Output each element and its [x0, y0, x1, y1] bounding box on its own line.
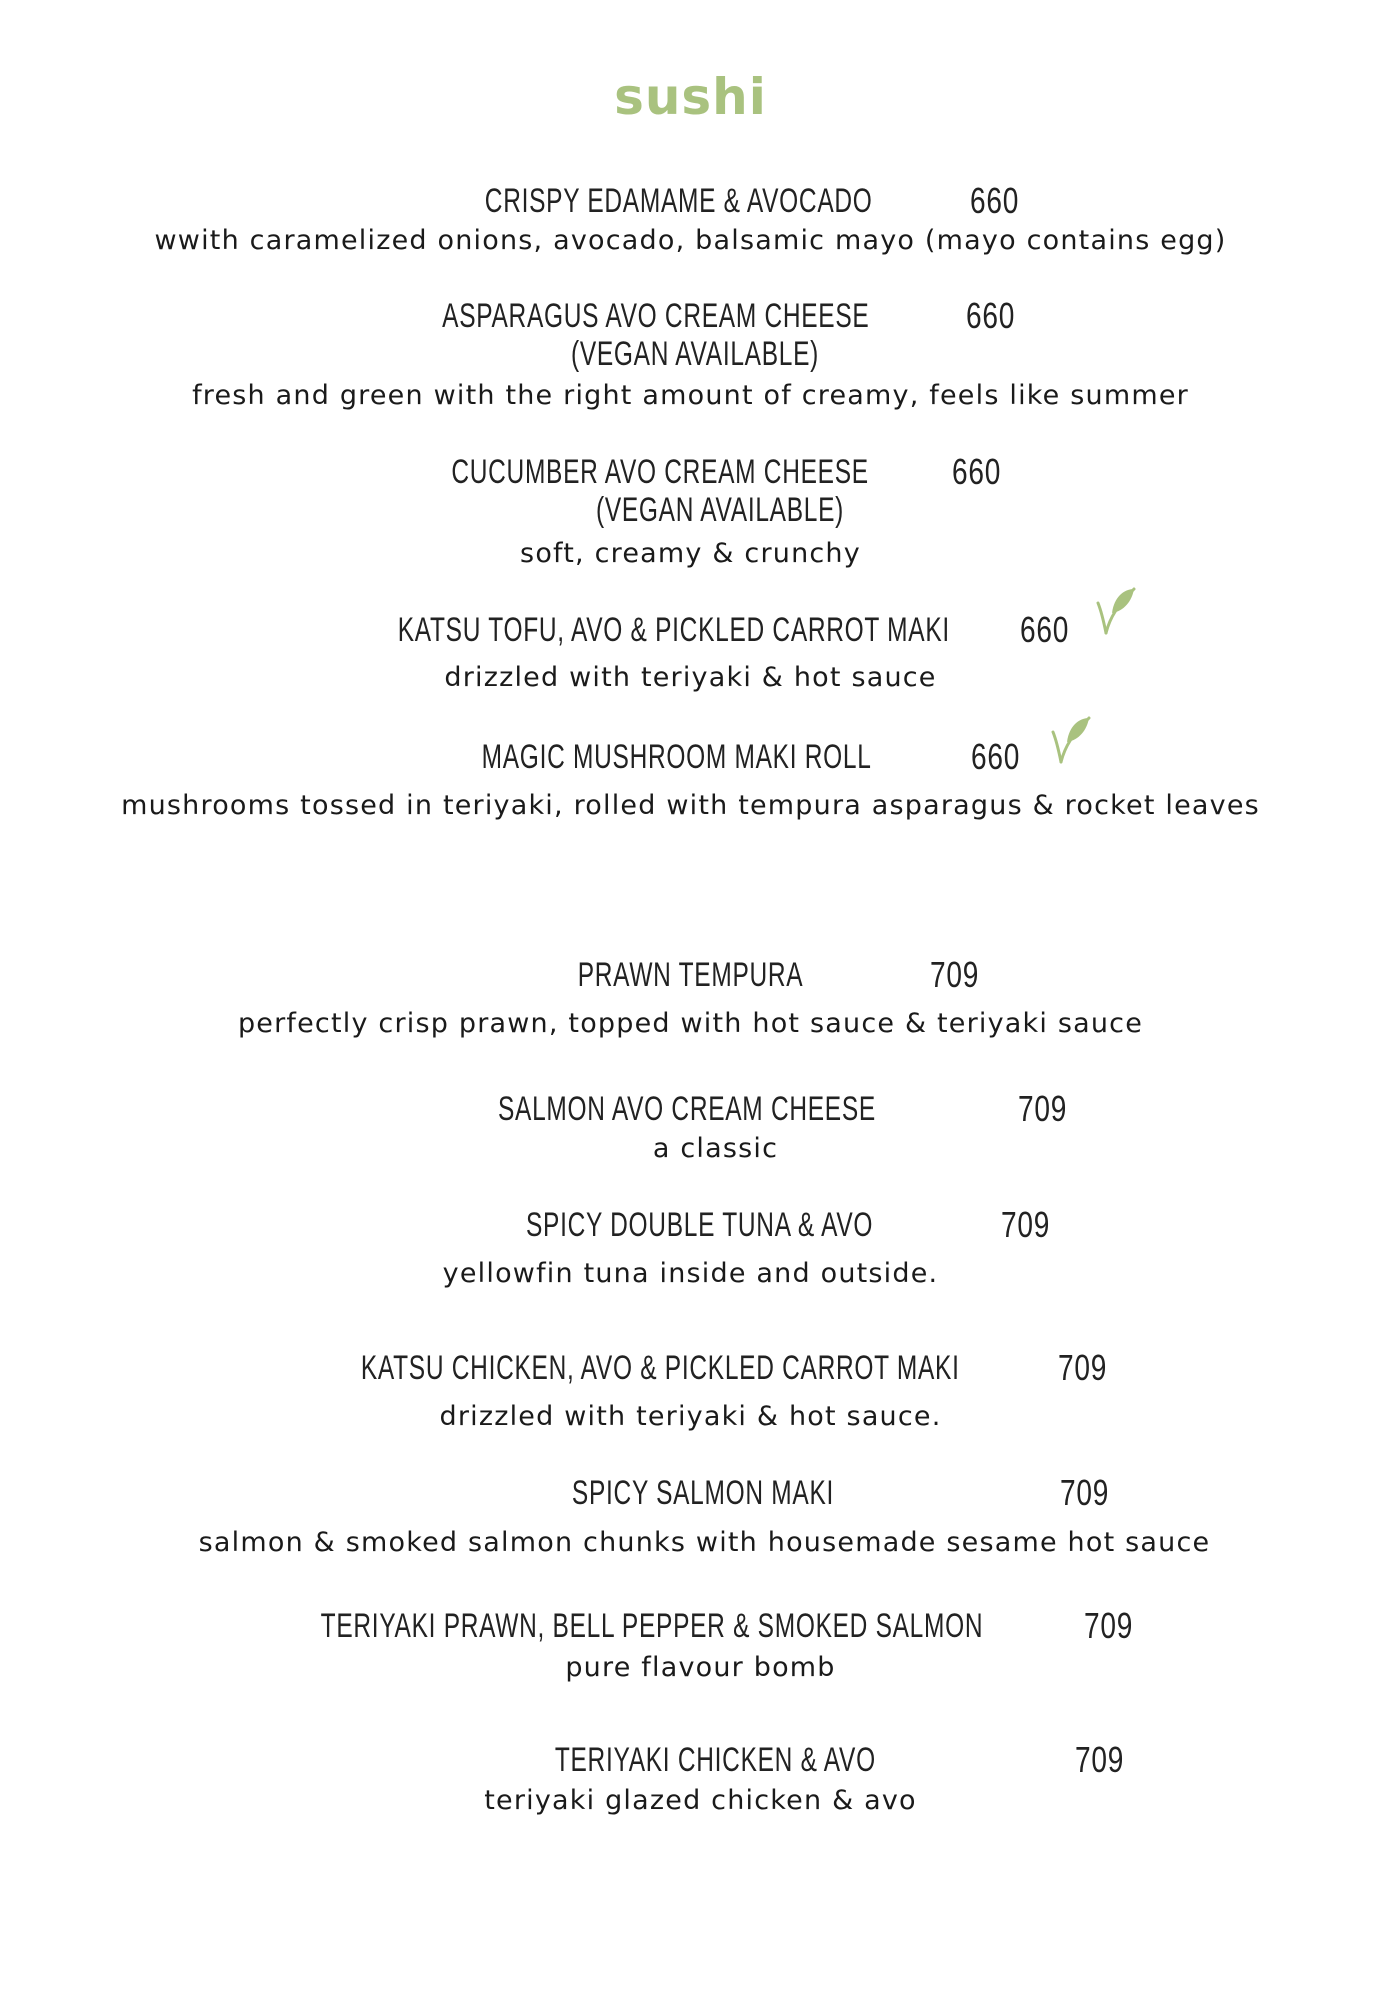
item-description: drizzled with teriyaki & hot sauce. — [439, 1401, 942, 1432]
item-description: drizzled with teriyaki & hot sauce — [444, 662, 937, 693]
item-price: 660 — [1020, 609, 1070, 650]
item-price: 709 — [1075, 1739, 1125, 1780]
item-note: (VEGAN AVAILABLE) — [570, 335, 820, 373]
item-name: SALMON AVO CREAM CHEESE — [498, 1090, 876, 1128]
item-name: SPICY SALMON MAKI — [571, 1474, 834, 1512]
item-price: 660 — [970, 180, 1020, 221]
item-name: CRISPY EDAMAME & AVOCADO — [485, 182, 873, 220]
item-name: TERIYAKI CHICKEN & AVO — [554, 1741, 876, 1779]
item-name: CUCUMBER AVO CREAM CHEESE — [451, 453, 869, 491]
item-description: pure flavour bomb — [565, 1652, 836, 1683]
item-note: (VEGAN AVAILABLE) — [595, 491, 845, 529]
menu-title: sushi — [614, 68, 767, 126]
item-name: SPICY DOUBLE TUNA & AVO — [525, 1206, 873, 1244]
item-price: 709 — [1084, 1605, 1134, 1646]
item-price: 660 — [971, 736, 1021, 777]
item-name: PRAWN TEMPURA — [577, 956, 803, 994]
item-description: teriyaki glazed chicken & avo — [484, 1785, 917, 1816]
item-description: soft, creamy & crunchy — [520, 538, 861, 569]
vegan-leaf-icon — [1092, 583, 1138, 639]
item-name: ASPARAGUS AVO CREAM CHEESE — [441, 297, 869, 335]
item-description: perfectly crisp prawn, topped with hot sauce & teriyaki sauce — [237, 1008, 1144, 1039]
item-price: 709 — [1001, 1204, 1051, 1245]
item-description: wwith caramelized onions, avocado, balsamic mayo (mayo contains egg) — [154, 225, 1227, 256]
item-name: MAGIC MUSHROOM MAKI ROLL — [482, 738, 872, 776]
item-price: 709 — [1018, 1088, 1068, 1129]
item-description: fresh and green with the right amount of creamy, feels like summer — [192, 380, 1189, 411]
item-price: 709 — [930, 954, 980, 995]
item-price: 660 — [966, 295, 1016, 336]
item-name: TERIYAKI PRAWN, BELL PEPPER & SMOKED SALMON — [320, 1607, 983, 1645]
vegan-leaf-icon — [1047, 712, 1093, 768]
item-price: 709 — [1060, 1472, 1110, 1513]
item-description: yellowfin tuna inside and outside. — [442, 1258, 939, 1289]
item-name: KATSU CHICKEN, AVO & PICKLED CARROT MAKI — [361, 1349, 960, 1387]
item-description: salmon & smoked salmon chunks with housemade sesame hot sauce — [198, 1527, 1211, 1558]
item-description: a classic — [652, 1133, 779, 1164]
item-price: 709 — [1058, 1347, 1108, 1388]
item-price: 660 — [952, 451, 1002, 492]
item-description: mushrooms tossed in teriyaki, rolled with tempura asparagus & rocket leaves — [121, 790, 1260, 821]
item-name: KATSU TOFU, AVO & PICKLED CARROT MAKI — [397, 611, 950, 649]
